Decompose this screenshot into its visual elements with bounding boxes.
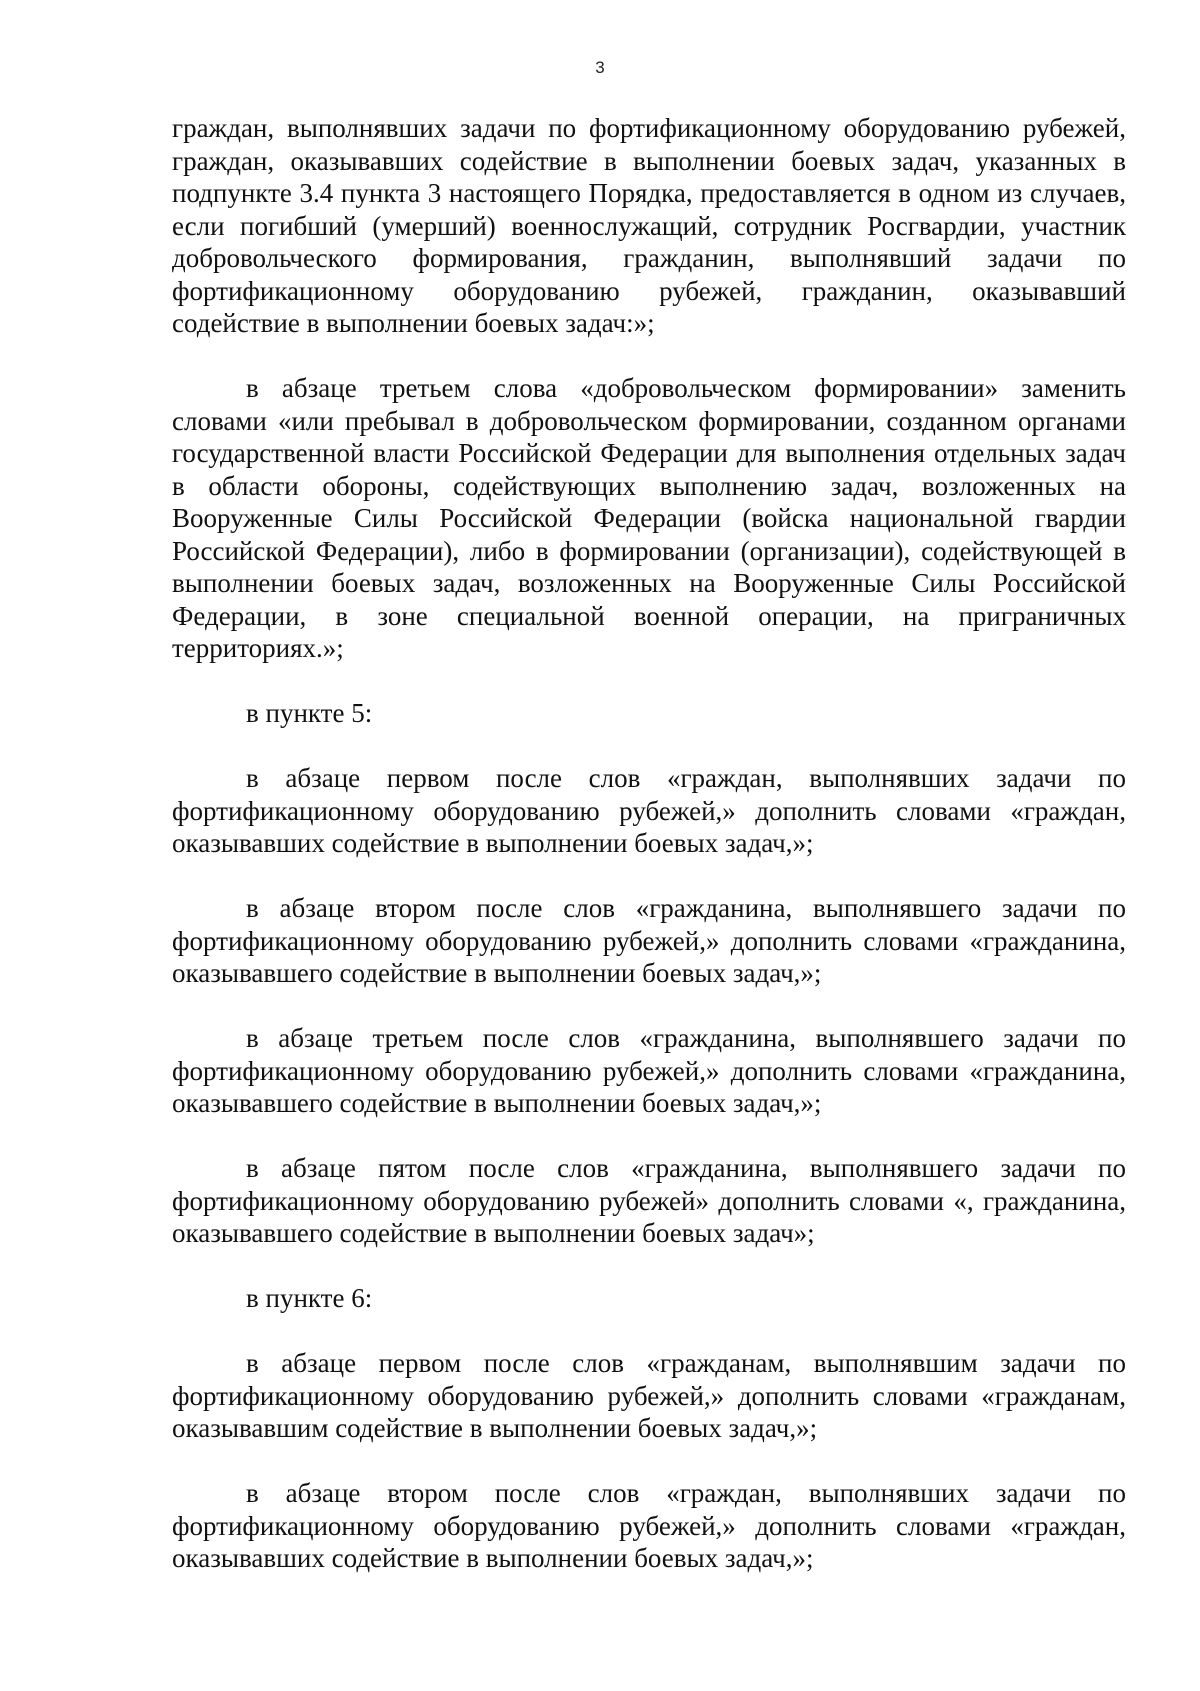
paragraph-gap xyxy=(172,1445,1126,1478)
paragraph-gap xyxy=(172,1315,1126,1348)
paragraph-point-5-abzac-5: в абзаце пятом после слов «гражданина, выполнявшего задачи по фортификационному оборудованию рубежей» дополнить словами «, гражданина, оказывавшего содействие в выполнении боевых задач»; xyxy=(172,1153,1126,1248)
paragraph-point-5-abzac-1: в абзаце первом после слов «граждан, выполнявших задачи по фортификационному оборудованию рубежей,» дополнить словами «граждан, оказывавших содействие в выполнении боевых задач,»; xyxy=(172,763,1126,858)
paragraph-amendment-third-abzac: в абзаце третьем слова «добровольческом формировании» заменить словами «или пребывал в добровольческом формировании, созданном органами государственной власти Российской Федерации для выполнения отдельных задач в области обороны, содействующих выполнению задач, возложенных на Вооруженные Силы Российской Федерации (войска национальной гвардии Российской Федерации), либо в формировании (организации), содействующей в выполнении боевых задач, возложенных на Вооруженные Силы Российской Федерации, в зоне специальной военной операции, на приграничных территориях.»; xyxy=(172,373,1126,663)
paragraph-point-5-abzac-2: в абзаце втором после слов «гражданина, выполнявшего задачи по фортификационному оборудованию рубежей,» дополнить словами «гражданина, оказывавшего содействие в выполнении боевых задач,»; xyxy=(172,893,1126,988)
paragraph-point-6-heading: в пункте 6: xyxy=(246,1283,373,1313)
paragraph-gap xyxy=(172,990,1126,1023)
document-body xyxy=(172,112,1126,1575)
paragraph-point-6-abzac-1: в абзаце первом после слов «гражданам, выполнявшим задачи по фортификационному оборудованию рубежей,» дополнить словами «гражданам, оказывавшим содействие в выполнении боевых задач,»; xyxy=(172,1348,1126,1443)
paragraph-gap xyxy=(172,860,1126,893)
paragraph-point-5-abzac-3: в абзаце третьем после слов «гражданина, выполнявшего задачи по фортификационному оборудованию рубежей,» дополнить словами «гражданина, оказывавшего содействие в выполнении боевых задач,»; xyxy=(172,1023,1126,1118)
paragraph-gap xyxy=(172,665,1126,698)
paragraph-point-5-heading: в пункте 5: xyxy=(246,698,373,728)
paragraph-continuation: граждан, выполнявших задачи по фортификационному оборудованию рубежей, граждан, оказывавших содействие в выполнении боевых задач, указанных в подпункте 3.4 пункта 3 настоящего Порядка, предоставляется в одном из случаев, если погибший (умерший) военнослужащий, сотрудник Росгвардии, участник добровольческого формирования, гражданин, выполнявший задачи по фортификационному оборудованию рубежей, гражданин, оказывавший содействие в выполнении боевых задач:»; xyxy=(172,113,1126,338)
paragraph-gap xyxy=(172,340,1126,373)
paragraph-gap xyxy=(172,1120,1126,1153)
paragraph-gap xyxy=(172,730,1126,763)
paragraph-point-6-abzac-2: в абзаце втором после слов «граждан, выполнявших задачи по фортификационному оборудованию рубежей,» дополнить словами «граждан, оказывавших содействие в выполнении боевых задач,»; xyxy=(172,1478,1126,1573)
paragraph-gap xyxy=(172,1250,1126,1283)
page-number: 3 xyxy=(595,58,605,77)
